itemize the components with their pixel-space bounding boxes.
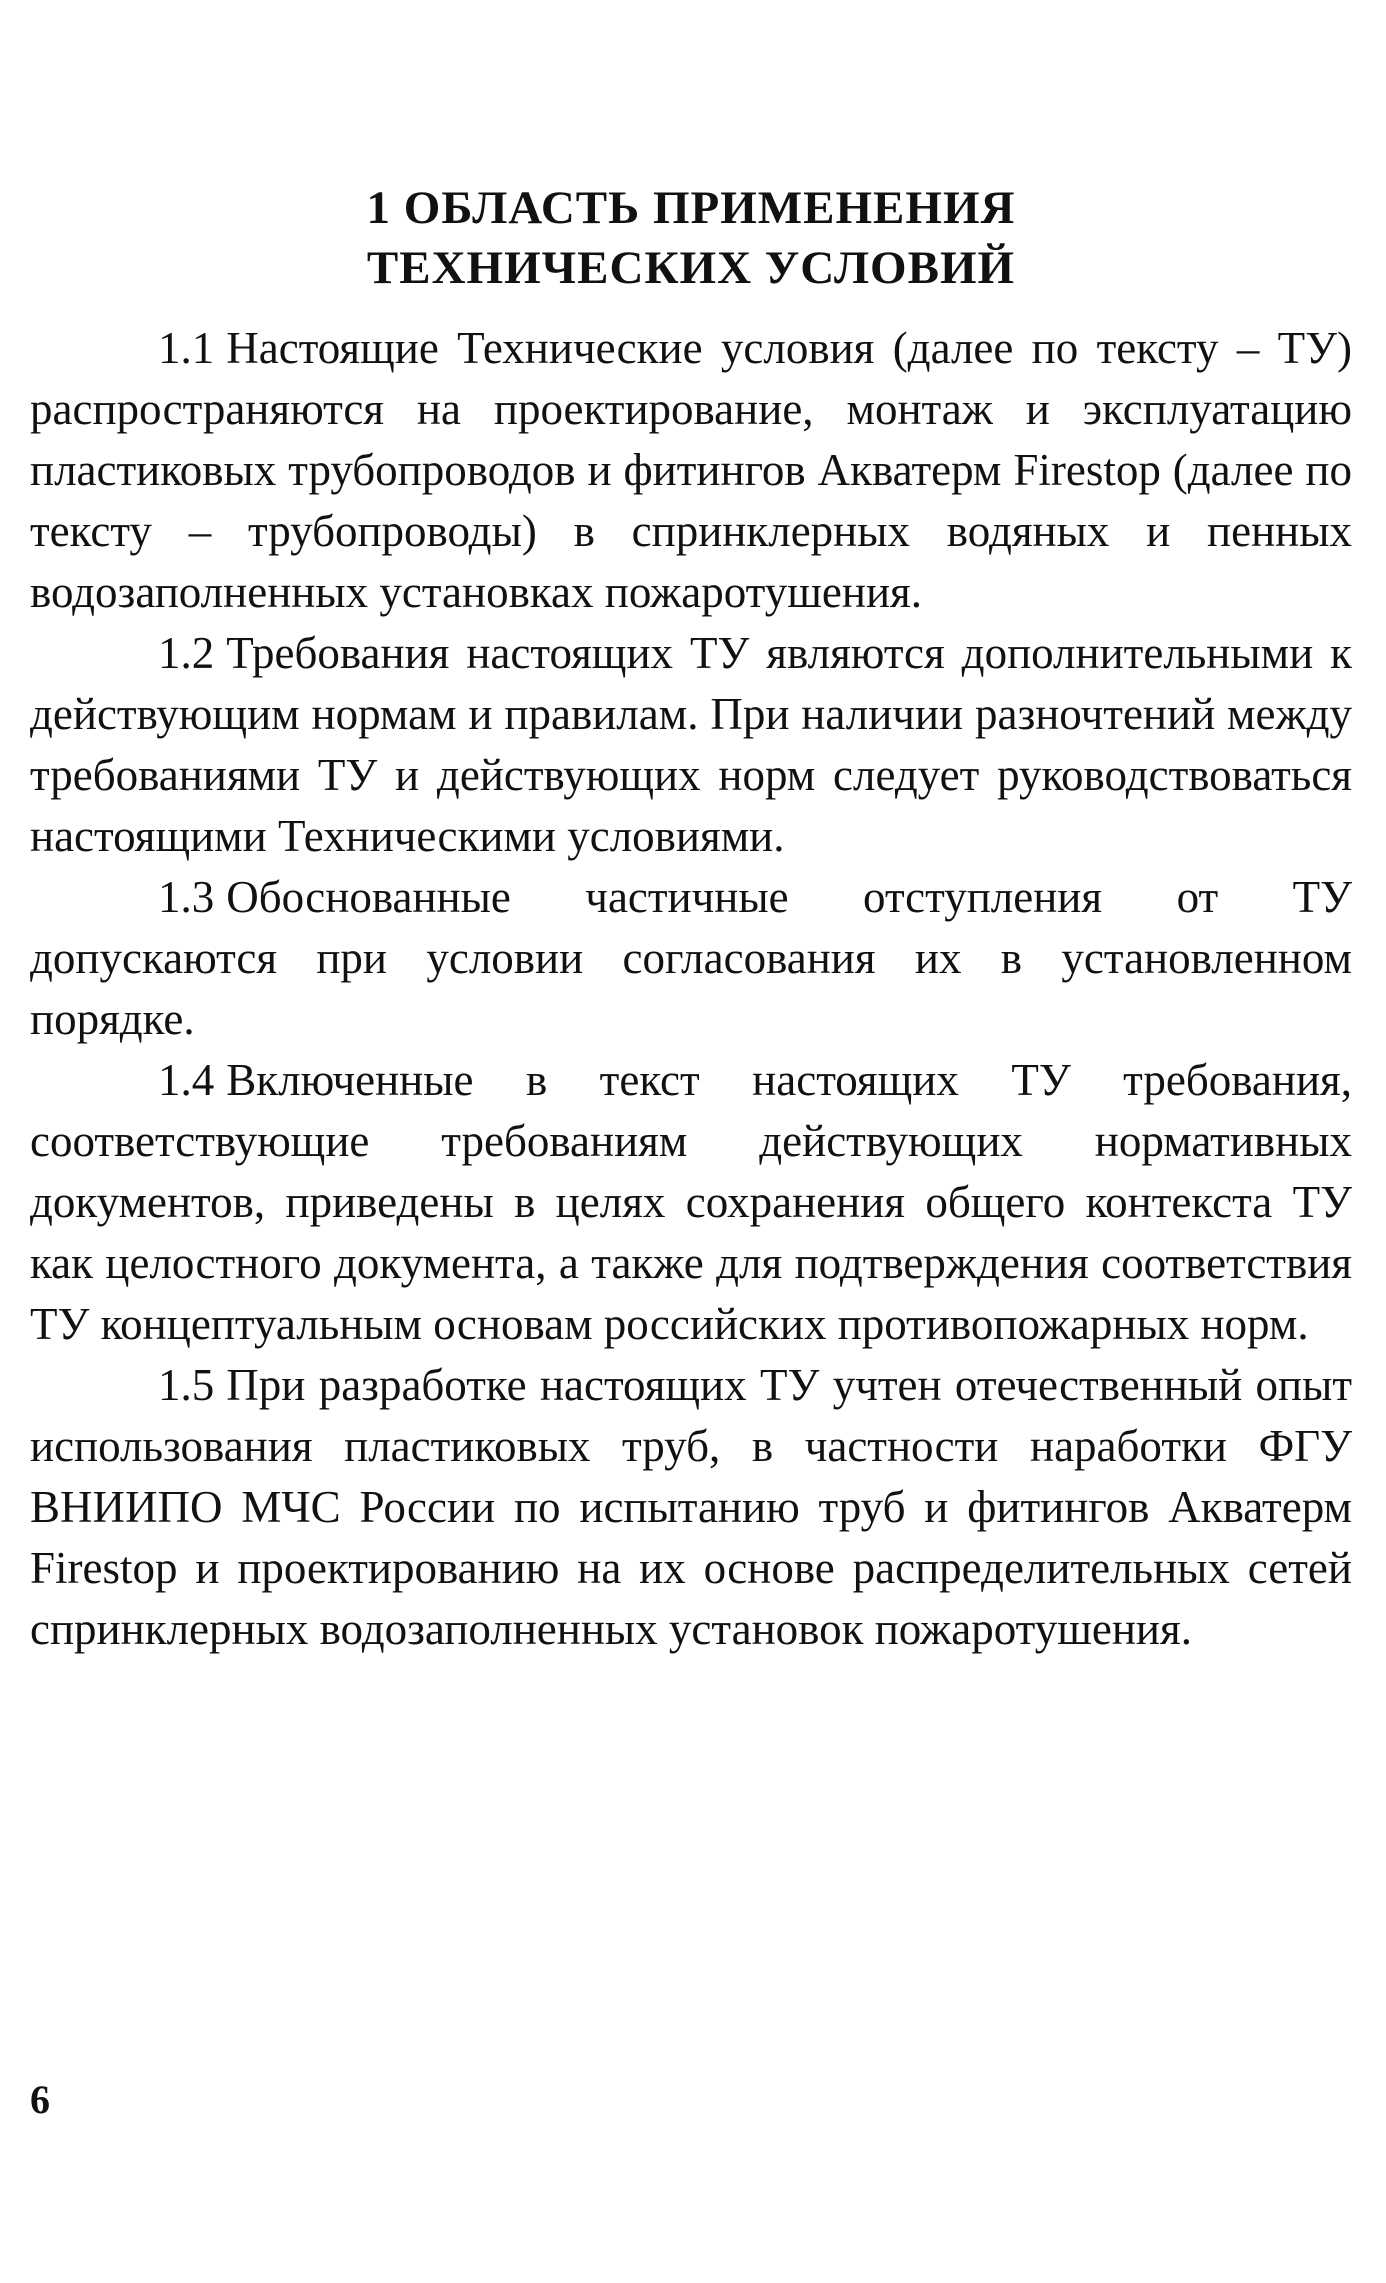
paragraph-number: 1.3 bbox=[158, 872, 215, 922]
paragraph-text: При разработке настоящих ТУ учтен отечественный опыт использования пластиковых труб, в частности наработки ФГУ ВНИИПО МЧС России по испытанию труб и фитингов Акватерм Firestop и проектированию на их основе распределительных сетей спринклерных водозаполненных установок пожаротушения. bbox=[30, 1360, 1352, 1654]
page-number: 6 bbox=[30, 2077, 50, 2122]
paragraph-1-2 bbox=[30, 623, 1352, 867]
section-title-line-2: ТЕХНИЧЕСКИХ УСЛОВИЙ bbox=[366, 242, 1016, 294]
paragraph-1-4 bbox=[30, 1050, 1352, 1355]
section-body bbox=[30, 318, 1352, 1660]
paragraph-text: Настоящие Технические условия (далее по тексту – ТУ) распространяются на проектирование, монтаж и эксплуатацию пластиковых трубопроводов и фитингов Акватерм Firestop (далее по тексту – трубопроводы) в спринклерных водяных и пенных водозаполненных установках пожаротушения. bbox=[30, 323, 1352, 617]
paragraph-number: 1.2 bbox=[158, 628, 215, 678]
paragraph-1-3 bbox=[30, 867, 1352, 1050]
paragraph-1-1 bbox=[30, 318, 1352, 623]
paragraph-number: 1.4 bbox=[158, 1055, 215, 1105]
paragraph-text: Требования настоящих ТУ являются дополнительными к действующим нормам и правилам. При наличии разночтений между требованиями ТУ и действующих норм следует руководствоваться настоящими Техническими условиями. bbox=[30, 628, 1352, 861]
paragraph-number: 1.1 bbox=[158, 323, 215, 373]
paragraph-1-5 bbox=[30, 1355, 1352, 1660]
section-title-line-1: 1 ОБЛАСТЬ ПРИМЕНЕНИЯ bbox=[366, 182, 1016, 234]
section-title bbox=[30, 178, 1352, 298]
paragraph-text: Включенные в текст настоящих ТУ требования, соответствующие требованиям действующих нормативных документов, приведены в целях сохранения общего контекста ТУ как целостного документа, а также для подтверждения соответствия ТУ концептуальным основам российских противопожарных норм. bbox=[30, 1055, 1352, 1349]
document-page bbox=[30, 0, 1352, 2283]
paragraph-number: 1.5 bbox=[158, 1360, 215, 1410]
paragraph-text: Обоснованные частичные отступления от ТУ допускаются при условии согласования их в установленном порядке. bbox=[30, 872, 1352, 1044]
